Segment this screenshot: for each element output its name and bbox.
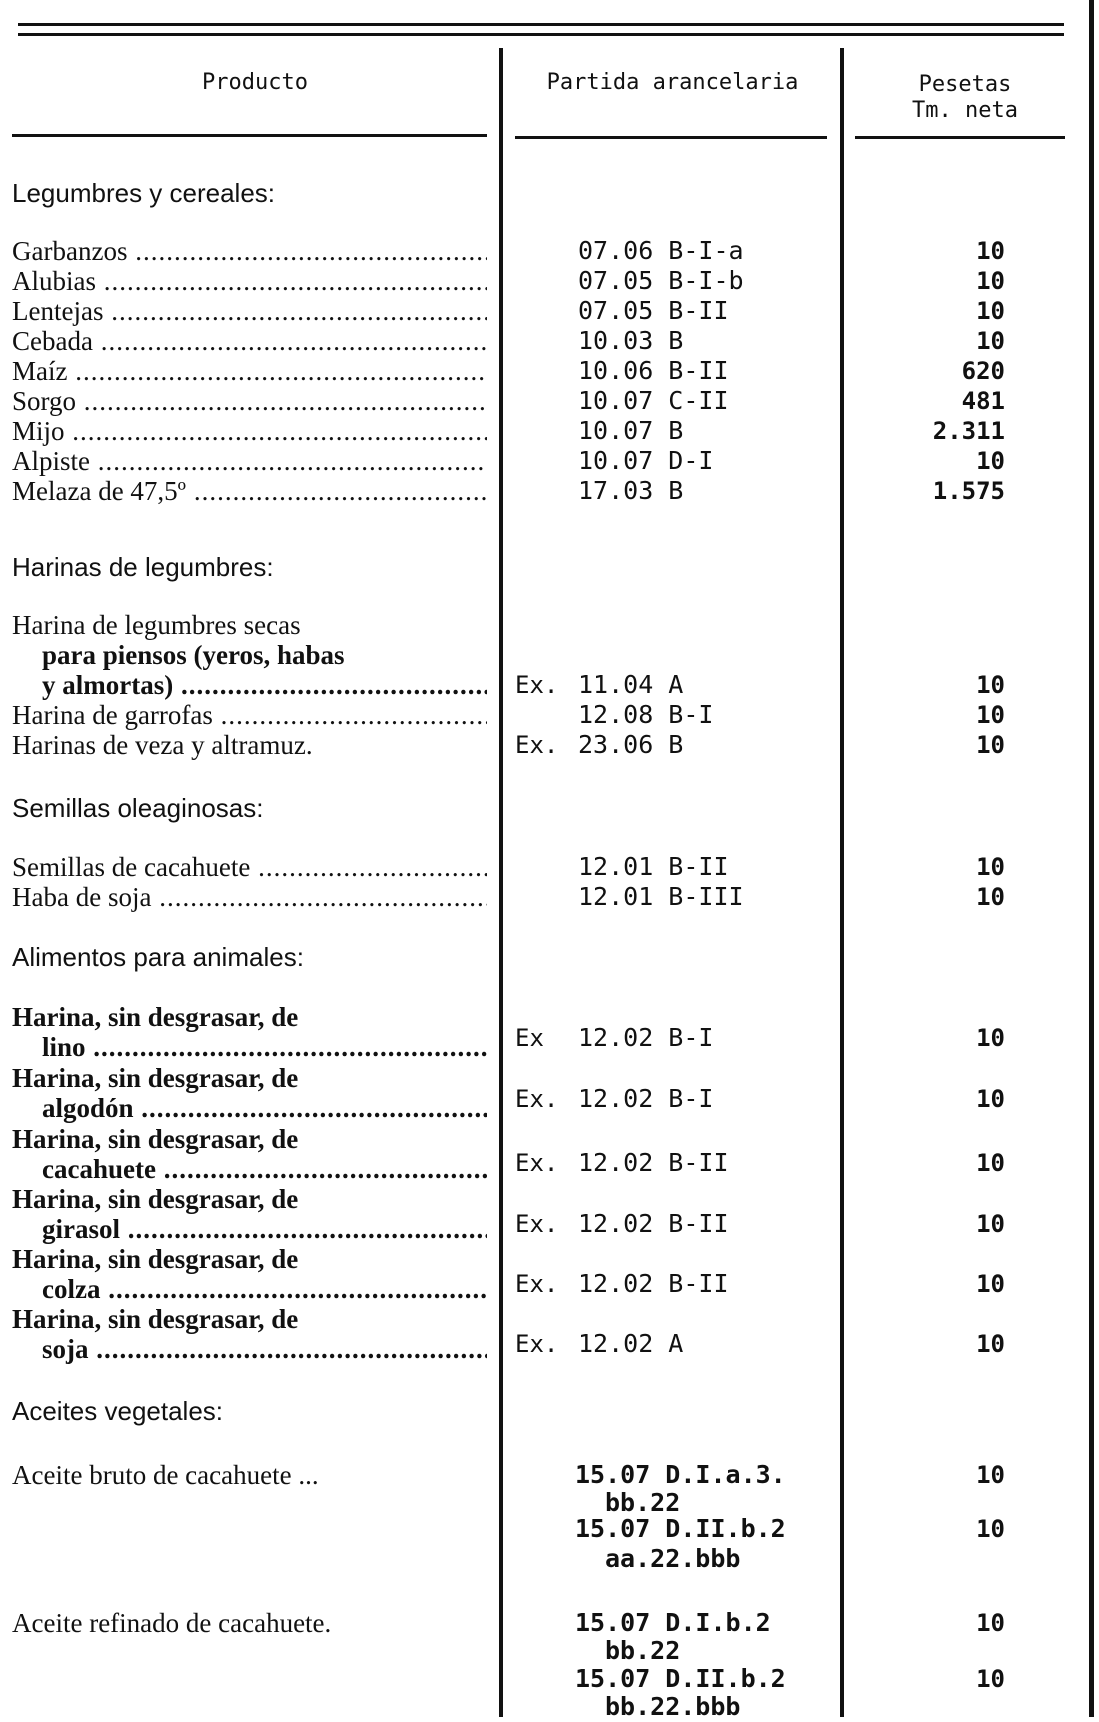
- ex-prefix: Ex: [515, 1024, 544, 1052]
- product-label: Maíz: [12, 356, 68, 386]
- ex-prefix: Ex.: [515, 671, 559, 699]
- ex-prefix: Ex.: [515, 731, 559, 759]
- partida-code: 07.06 B-I-a: [578, 236, 744, 265]
- product-label: Garbanzos: [12, 236, 128, 266]
- header-underline-3: [855, 136, 1065, 139]
- partida-code: 12.08 B-I: [578, 700, 714, 729]
- product-label: girasol: [42, 1214, 120, 1244]
- pesetas-value: 10: [976, 853, 1005, 881]
- section-alimentos: Alimentos para animales:: [12, 942, 304, 972]
- pesetas-value: 10: [976, 731, 1005, 759]
- partida-code: 07.05 B-I-b: [578, 266, 744, 295]
- pesetas-value: 10: [976, 1515, 1005, 1543]
- header-underline-1: [12, 134, 487, 137]
- partida-code: bb.22: [605, 1636, 681, 1665]
- pesetas-value: 10: [976, 1024, 1005, 1052]
- section-legumbres: Legumbres y cereales:: [12, 178, 276, 208]
- product-label: Harina, sin desgrasar, de: [12, 1244, 299, 1274]
- product-label: Harina de legumbres secas: [12, 610, 301, 640]
- product-label: Alubias: [12, 266, 96, 296]
- partida-code: 10.06 B-II: [578, 356, 729, 385]
- product-label: colza: [42, 1274, 101, 1304]
- partida-code: 11.04 A: [578, 670, 684, 699]
- product-label: Harina, sin desgrasar, de: [12, 1304, 299, 1334]
- pesetas-value: 10: [976, 297, 1005, 325]
- product-label: Lentejas: [12, 296, 104, 326]
- pesetas-value: 10: [976, 1270, 1005, 1298]
- header-tm-neta: Tm. neta: [912, 98, 1018, 123]
- product-label: lino: [42, 1032, 86, 1062]
- product-label: para piensos (yeros, habas: [42, 640, 345, 670]
- partida-code: 15.07 D.II.b.2: [575, 1664, 786, 1693]
- pesetas-value: 10: [976, 671, 1005, 699]
- pesetas-value: 620: [961, 357, 1005, 385]
- header-underline-2: [515, 136, 827, 139]
- pesetas-value: 1.575: [932, 477, 1005, 505]
- pesetas-value: 10: [976, 1461, 1005, 1489]
- partida-code: aa.22.bbb: [605, 1544, 741, 1573]
- partida-code: 15.07 D.II.b.2: [575, 1514, 786, 1543]
- pesetas-value: 10: [976, 883, 1005, 911]
- pesetas-value: 2.311: [932, 417, 1005, 445]
- header-partida: Partida arancelaria: [546, 70, 799, 95]
- column-separator-1: [499, 48, 503, 1717]
- partida-code: 10.03 B: [578, 326, 684, 355]
- product-label: Alpiste: [12, 446, 90, 476]
- product-label: Aceite refinado de cacahuete.: [12, 1608, 332, 1638]
- pesetas-value: 10: [976, 1330, 1005, 1358]
- product-label: Melaza de 47,5º: [12, 476, 187, 506]
- header-producto: Producto: [202, 70, 308, 95]
- partida-code: 17.03 B: [578, 476, 684, 505]
- partida-code: 07.05 B-II: [578, 296, 729, 325]
- pesetas-value: 10: [976, 1149, 1005, 1177]
- ex-prefix: Ex.: [515, 1210, 559, 1238]
- pesetas-value: 10: [976, 267, 1005, 295]
- partida-code: 12.01 B-II: [578, 852, 729, 881]
- ex-prefix: Ex.: [515, 1330, 559, 1358]
- partida-code: 12.02 B-II: [578, 1269, 729, 1298]
- product-label: Haba de soja: [12, 882, 152, 912]
- pesetas-value: 10: [976, 447, 1005, 475]
- pesetas-value: 10: [976, 327, 1005, 355]
- column-separator-2: [840, 48, 844, 1717]
- partida-code: 12.02 B-II: [578, 1209, 729, 1238]
- pesetas-value: 10: [976, 1609, 1005, 1637]
- partida-code: 23.06 B: [578, 730, 684, 759]
- partida-code: 15.07 D.I.b.2: [575, 1608, 771, 1637]
- product-label: Harina, sin desgrasar, de: [12, 1184, 299, 1214]
- partida-code: 15.07 D.I.a.3.: [575, 1460, 786, 1489]
- partida-code: bb.22: [605, 1488, 681, 1517]
- pesetas-value: 10: [976, 237, 1005, 265]
- product-label: Sorgo: [12, 386, 77, 416]
- pesetas-value: 10: [976, 1210, 1005, 1238]
- product-label: Harina de garrofas: [12, 700, 213, 730]
- partida-code: 12.02 B-II: [578, 1148, 729, 1177]
- pesetas-value: 10: [976, 1665, 1005, 1693]
- right-border: [1089, 0, 1094, 1717]
- product-label: Harina, sin desgrasar, de: [12, 1124, 299, 1154]
- top-rule-2: [18, 33, 1064, 36]
- top-rule-1: [18, 23, 1064, 26]
- partida-code: bb.22.bbb: [605, 1692, 741, 1721]
- pesetas-value: 10: [976, 701, 1005, 729]
- partida-code: 12.02 B-I: [578, 1023, 714, 1052]
- section-aceites: Aceites vegetales:: [12, 1396, 224, 1426]
- product-label: y almortas): [42, 670, 174, 700]
- ex-prefix: Ex.: [515, 1149, 559, 1177]
- product-label: soja: [42, 1334, 89, 1364]
- section-semillas: Semillas oleaginosas:: [12, 793, 264, 823]
- partida-code: 10.07 D-I: [578, 446, 714, 475]
- section-harinas: Harinas de legumbres:: [12, 552, 274, 582]
- partida-code: 10.07 C-II: [578, 386, 729, 415]
- partida-code: 12.02 B-I: [578, 1084, 714, 1113]
- partida-code: 10.07 B: [578, 416, 684, 445]
- product-label: cacahuete: [42, 1154, 156, 1184]
- partida-code: 12.02 A: [578, 1329, 684, 1358]
- product-label: Harinas de veza y altramuz.: [12, 730, 313, 760]
- ex-prefix: Ex.: [515, 1085, 559, 1113]
- product-label: Harina, sin desgrasar, de: [12, 1002, 299, 1032]
- product-label: Aceite bruto de cacahuete ...: [12, 1460, 319, 1490]
- product-label: algodón: [42, 1093, 134, 1123]
- ex-prefix: Ex.: [515, 1270, 559, 1298]
- pesetas-value: 481: [961, 387, 1005, 415]
- partida-code: 12.01 B-III: [578, 882, 744, 911]
- product-label: Cebada: [12, 326, 93, 356]
- product-label: Semillas de cacahuete: [12, 852, 251, 882]
- product-label: Mijo: [12, 416, 65, 446]
- product-label: Harina, sin desgrasar, de: [12, 1063, 299, 1093]
- header-pesetas: Pesetas: [918, 72, 1012, 97]
- pesetas-value: 10: [976, 1085, 1005, 1113]
